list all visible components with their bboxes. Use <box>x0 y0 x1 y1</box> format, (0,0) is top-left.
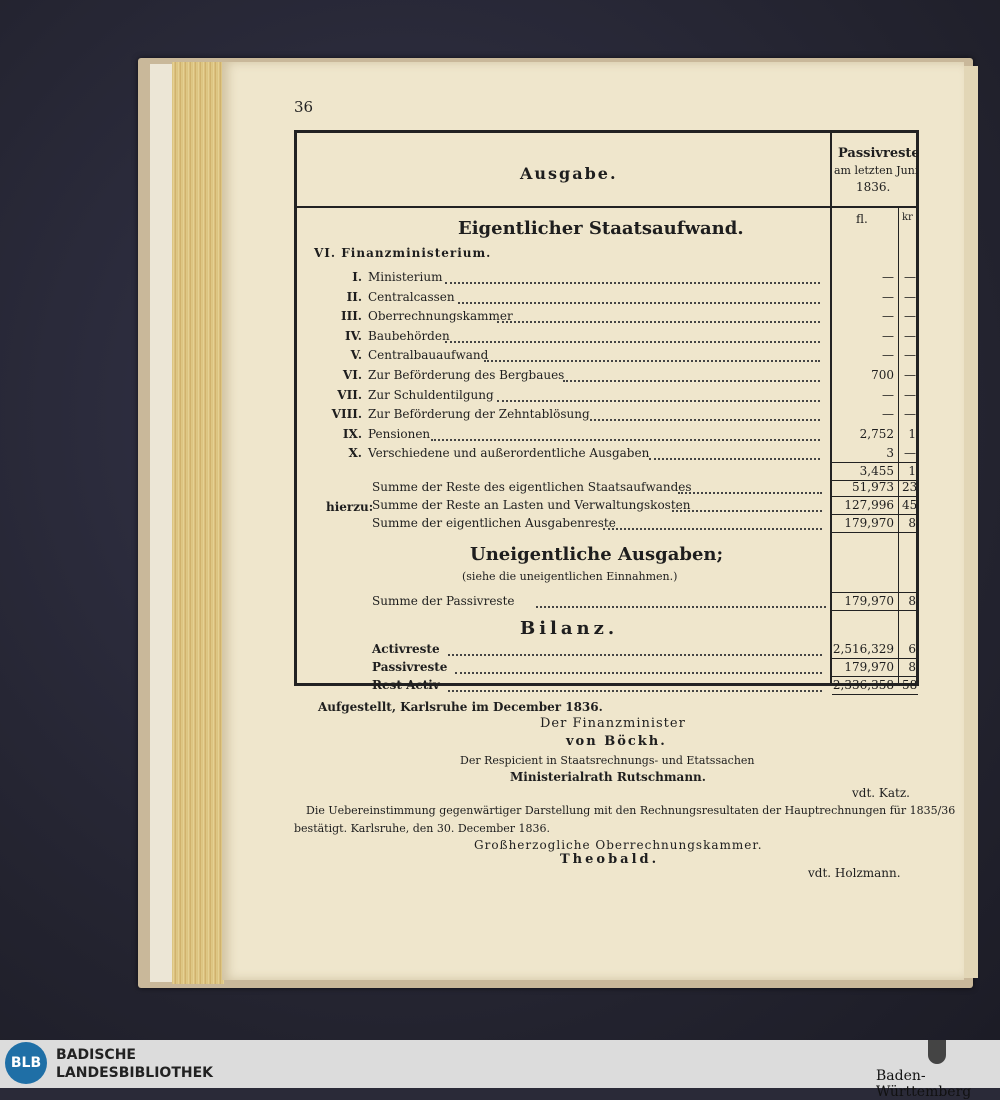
bilanz-line <box>832 658 918 659</box>
ministerialrath-line: Ministerialrath Rutschmann. <box>510 770 706 784</box>
item-fl: — <box>882 407 894 422</box>
item-kr: — <box>904 309 916 324</box>
passiv-sum-line <box>832 592 918 593</box>
item-number: IV. <box>344 328 362 343</box>
section-title: Eigentlicher Staatsaufwand. <box>458 218 744 239</box>
item-kr: — <box>904 368 916 382</box>
item-fl: 3 <box>886 446 894 461</box>
bilanz-line <box>832 694 918 695</box>
leader-dots <box>672 510 822 512</box>
minister-title: Der Finanzminister <box>540 716 686 731</box>
item-number: VI. <box>342 368 362 382</box>
blb-logo-icon: BLB <box>5 1042 47 1084</box>
leader-dots <box>484 360 820 362</box>
item-number: X. <box>348 446 362 461</box>
item-fl: 2,752 <box>859 426 894 441</box>
sum-label: Summe der Reste an Lasten und Verwaltungskosten <box>372 498 691 512</box>
item-label: Ministerium <box>368 270 443 284</box>
sum-label: Summe der eigentlichen Ausgabenreste <box>372 516 616 530</box>
header-year: 1836. <box>856 180 891 194</box>
leader-dots <box>603 528 822 530</box>
item-kr: — <box>904 387 916 402</box>
bilanz-fl: 2,336,358 <box>832 678 894 692</box>
item-fl: — <box>882 270 894 284</box>
item-label: Zur Schuldentilgung <box>368 387 494 402</box>
leader-dots <box>536 606 826 608</box>
item-kr: — <box>904 446 916 461</box>
leader-dots <box>445 282 820 284</box>
item-fl: — <box>882 289 894 304</box>
sum-fl: 179,970 <box>844 516 894 530</box>
leader-dots <box>497 400 820 402</box>
item-label: Centralcassen <box>368 289 455 304</box>
uneigentliche-title: Uneigentliche Ausgaben; <box>470 544 724 565</box>
bestaetigt-line: bestätigt. Karlsruhe, den 30. December 1836. <box>294 822 551 835</box>
gilded-edge <box>172 62 224 984</box>
header-passivreste: Passivreste <box>838 146 920 161</box>
sum-label: Summe der Reste des eigentlichen Staatsaufwandes <box>372 480 692 494</box>
item-fl: — <box>882 309 894 324</box>
leader-dots <box>458 302 820 304</box>
leader-dots <box>431 439 820 441</box>
library-name <box>56 1046 213 1082</box>
page-number: 36 <box>294 98 314 116</box>
item-kr: — <box>904 328 916 343</box>
sum-line <box>832 532 918 533</box>
sum-kr: 23 <box>902 480 918 494</box>
sum-kr: 45 <box>902 498 918 512</box>
item-kr: — <box>904 407 916 422</box>
coat-of-arms-icon <box>928 1040 946 1064</box>
summe-passivreste-label: Summe der Passivreste <box>372 594 515 608</box>
item-number: IX. <box>342 426 362 441</box>
baden-wuerttemberg-label: Baden-Württemberg <box>876 1068 972 1100</box>
sum-fl: 51,973 <box>852 480 894 494</box>
item-fl: — <box>882 387 894 402</box>
bilanz-line <box>832 676 918 677</box>
leader-dots <box>445 341 820 343</box>
item-label: Pensionen <box>368 426 431 441</box>
uebereinstimmung-line: Die Uebereinstimmung gegenwärtiger Darstellung mit den Rechnungsresultaten der Hauptrechnungen für 1835/36 <box>306 804 956 817</box>
item-fl: — <box>882 348 894 363</box>
header-ausgabe: Ausgabe. <box>520 164 618 183</box>
subtotal-kr: 1 <box>908 464 916 478</box>
uneigentliche-subtitle: (siehe die uneigentlichen Einnahmen.) <box>462 570 678 583</box>
item-kr: 1 <box>908 426 916 441</box>
minister-name: von Böckh. <box>566 734 667 749</box>
respicient-line: Der Respicient in Staatsrechnungs- und Etatssachen <box>460 754 755 767</box>
item-fl: 700 <box>871 368 894 382</box>
item-label: Verschiedene und außerordentliche Ausgaben <box>368 446 650 461</box>
unit-kr: kr <box>902 212 913 223</box>
item-number: I. <box>352 270 362 284</box>
sum-fl: 127,996 <box>844 498 894 512</box>
item-number: III. <box>340 309 362 324</box>
library-name-line2: LANDESBIBLIOTHEK <box>56 1065 214 1081</box>
item-kr: — <box>904 289 916 304</box>
sum-kr: 8 <box>908 516 916 530</box>
item-number: VIII. <box>331 407 362 422</box>
leader-dots <box>448 654 822 656</box>
item-kr: — <box>904 270 916 284</box>
sum-line <box>832 514 918 515</box>
unit-fl: fl. <box>856 212 868 226</box>
ministry-heading: VI. Finanzministerium. <box>314 246 492 260</box>
item-number: V. <box>350 348 362 363</box>
leader-dots <box>455 672 822 674</box>
library-name-line1: BADISCHE <box>56 1047 136 1063</box>
subtotal-fl: 3,455 <box>859 464 894 478</box>
theobald-line: Theobald. <box>560 852 660 867</box>
item-label: Zur Beförderung der Zehntablösung <box>368 407 590 422</box>
bilanz-label: Passivreste <box>372 660 448 674</box>
leader-dots <box>448 690 822 692</box>
item-kr: — <box>904 348 916 363</box>
leader-dots <box>590 419 820 421</box>
vdt-holzmann: vdt. Holzmann. <box>808 866 901 880</box>
item-fl: — <box>882 328 894 343</box>
leader-dots <box>497 321 820 323</box>
item-number: II. <box>346 289 362 304</box>
bilanz-title: Bilanz. <box>520 618 619 639</box>
item-label: Centralbauaufwand <box>368 348 489 363</box>
vdt-katz: vdt. Katz. <box>852 786 910 800</box>
bilanz-label: Rest Activ <box>372 678 440 692</box>
summe-passivreste-kr: 8 <box>908 594 916 608</box>
item-label: Zur Beförderung des Bergbaues <box>368 368 565 382</box>
leader-dots <box>678 492 822 494</box>
summe-passivreste-fl: 179,970 <box>844 594 894 608</box>
bilanz-label: Activreste <box>372 642 440 656</box>
item-number: VII. <box>337 387 362 402</box>
leader-dots <box>649 458 820 460</box>
aufgestellt-line: Aufgestellt, Karlsruhe im December 1836. <box>318 700 603 714</box>
leader-dots <box>563 380 820 382</box>
header-divider <box>296 206 918 208</box>
item-label: Baubehörden <box>368 328 450 343</box>
subtotal-line <box>832 462 918 463</box>
bilanz-kr: 58 <box>902 678 918 692</box>
bilanz-kr: 6 <box>908 642 916 656</box>
hierzu-label: hierzu: <box>326 500 374 514</box>
next-page-edge <box>964 66 978 978</box>
bilanz-fl: 2,516,329 <box>832 642 894 656</box>
passiv-sum-line-2 <box>832 610 918 611</box>
kr-divider <box>898 206 899 686</box>
sum-line <box>832 496 918 497</box>
header-am-letzten-juni: am letzten Juni <box>834 164 919 177</box>
item-label: Oberrechnungskammer <box>368 309 513 324</box>
oberrechnungskammer-line: Großherzogliche Oberrechnungskammer. <box>474 838 763 852</box>
bilanz-kr: 8 <box>908 660 916 674</box>
bilanz-fl: 179,970 <box>844 660 894 674</box>
